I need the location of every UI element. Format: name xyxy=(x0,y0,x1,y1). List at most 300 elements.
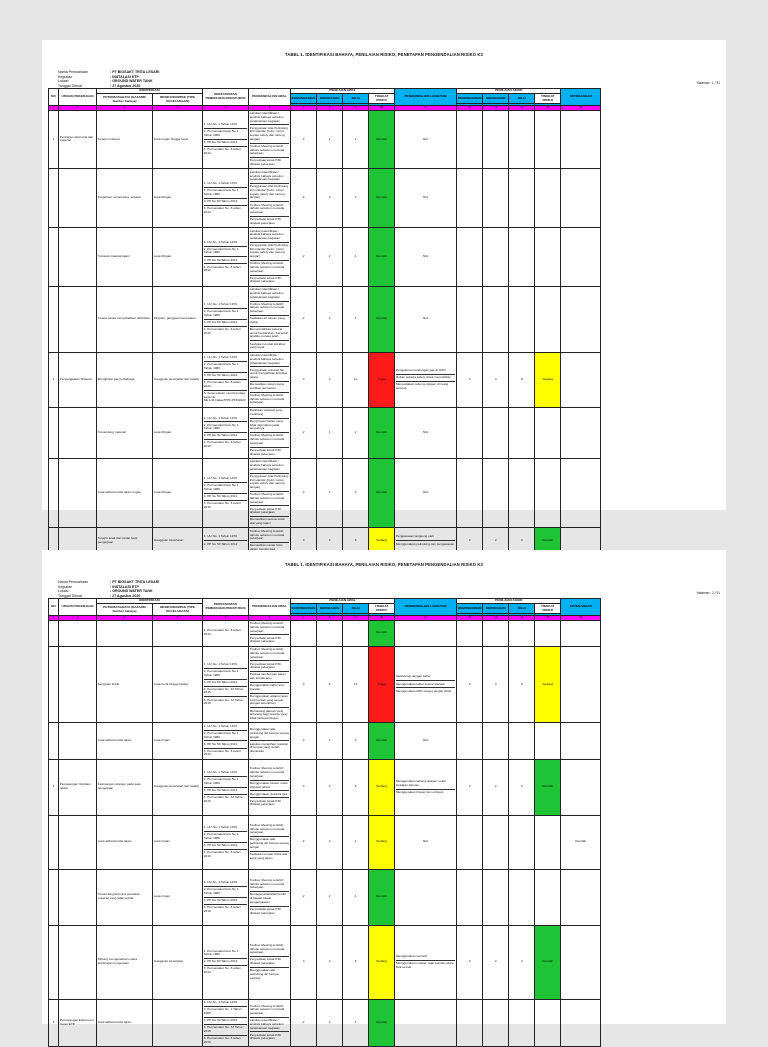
peraturan-item: 4. Permenaker No. 8 tahun 2010 xyxy=(204,380,247,391)
row-peraturan xyxy=(203,925,249,999)
row-pengendalian-lanjutan xyxy=(395,169,457,228)
meta-date: Tanggal Dibuat : 27 Agustus 2020 xyxy=(58,593,141,598)
lanjutan-item: Menggunakan kabel sesuai standar xyxy=(396,681,455,688)
column-number: 10 xyxy=(369,615,395,620)
row-kemungkinan xyxy=(291,620,317,646)
row-pengendalian-awal xyxy=(249,925,291,999)
column-number: 11 xyxy=(395,105,457,110)
lanjutan-item xyxy=(396,1022,455,1024)
row-pengendalian-awal xyxy=(249,458,291,528)
header-nilai: NILAI xyxy=(343,604,369,613)
row-pengendalian-awal xyxy=(249,869,291,925)
pengendalian-item: Menggunakan alat pelindung diri berupa sarung tangan xyxy=(250,727,289,741)
column-number: 14 xyxy=(509,105,535,110)
row-pengendalian-awal xyxy=(249,646,291,723)
pengendalian-item: Toolbox Meeting terlebih dahulu sebelum memulai pekerjaan xyxy=(250,1003,289,1017)
row-keparahan-akhir xyxy=(483,458,509,528)
table-row xyxy=(49,228,601,287)
row-keterangan xyxy=(561,999,601,1046)
row-peraturan xyxy=(203,815,249,869)
row-tingkat-risiko: Rendah xyxy=(369,169,395,228)
row-tingkat-risiko: Rendah xyxy=(369,999,395,1046)
row-pengendalian-awal xyxy=(249,286,291,352)
row-peraturan xyxy=(203,458,249,528)
row-nilai: 4 xyxy=(343,815,369,869)
pengendalian-item: Toolbox Meeting terlebih dahulu sebelum memulai pekerjaan xyxy=(250,621,289,635)
pengendalian-item: Penyediaan kotak P3K dilokasi pekerjaan xyxy=(249,798,282,807)
header-potensi: POTENSI BAHAYA (HAZARD/ Sumber bahaya) xyxy=(97,604,153,615)
pengendalian-item: Penyediaan kotak P3K dilokasi pekerjaan xyxy=(250,506,289,517)
row-pengendalian-awal xyxy=(249,759,291,815)
meta-company: Nama Perusahaan : PT BIOSAKT TRITA LESARI xyxy=(58,580,160,584)
pengendalian-item: Lakukan identifikasi / analisis bahaya sebelum pelaksanaan kegiatan xyxy=(250,287,289,301)
pengendalian-item: Memastikan semua stock alat yang tajam xyxy=(249,517,285,526)
row-dampak: Gangguan kesehatan dan fatality xyxy=(153,352,203,407)
header-pengendalian-awal: PENGENDALIAN AWAL xyxy=(249,89,291,106)
peraturan-item: 4. Permenaker No. 8 tahun 2010 xyxy=(203,147,241,155)
row-pengendalian-lanjutan xyxy=(395,407,457,458)
pengendalian-item: Penyediaan kotak P3K dilokasi pekerjaan xyxy=(249,158,282,166)
row-nilai-akhir: 4 xyxy=(509,759,535,815)
row-number: 1 xyxy=(49,110,59,169)
row-peraturan xyxy=(203,646,249,723)
document-page-1 xyxy=(42,40,726,548)
column-number: 13 xyxy=(483,615,509,620)
header-peraturan: PERSYARATAN PEMENUHAN PERATURAN xyxy=(203,599,249,616)
row-keparahan: 2 xyxy=(317,723,343,760)
table-row xyxy=(49,759,601,815)
pengendalian-item: Penyediaan kotak P3K dilokasi pekerjaan xyxy=(249,275,282,284)
column-number: 10 xyxy=(369,105,395,110)
row-uraian: Pemasangan Ventilasi udara xyxy=(59,759,97,815)
peraturan-item: 3. Permenaker No. 8 tahun 2010 xyxy=(203,966,241,975)
row-keparahan-akhir: 2 xyxy=(483,925,509,999)
row-keparahan: 2 xyxy=(317,999,343,1046)
row-uraian xyxy=(59,620,97,646)
row-tingkat-risiko: Rendah xyxy=(369,458,395,528)
peraturan-item: 1. UU No. 1 Tahun 1970 xyxy=(204,880,247,887)
header-identifikasi: IDENTIFIKASI xyxy=(97,89,203,94)
column-number: 4 xyxy=(153,105,203,110)
pengendalian-item: Penyediaan kotak P3K dilokasi pekerjaan xyxy=(250,957,289,968)
table-row xyxy=(49,723,601,760)
header-penilaian-akhir: PENILAIAN AKHIR xyxy=(457,89,561,94)
row-keparahan: 4 xyxy=(317,646,343,723)
peraturan-item: 3. PP No 50 Tahun 2012 xyxy=(204,1018,247,1025)
row-nilai-akhir xyxy=(509,999,535,1046)
peraturan-item: 5. Permenaker No. 8 tahun 2010 xyxy=(203,1035,241,1044)
column-number: 3 xyxy=(97,615,153,620)
peraturan-item: 2. Permenakertrans No 1 Tahun 1980 xyxy=(204,362,247,373)
row-tingkat-risiko: Tinggi xyxy=(369,646,395,723)
peraturan-item: 1. UU No. 1 Tahun 1970 xyxy=(204,240,247,247)
column-number: 2 xyxy=(59,105,97,110)
peraturan-item: 2. Permenakertrans No 1 Tahun 1980 xyxy=(204,887,247,898)
row-potensi: Luka akibat benda tajam xyxy=(97,815,153,869)
row-pengendalian-awal xyxy=(249,999,291,1046)
row-dampak: Gangguan kesehatan dan fatality xyxy=(153,759,203,815)
row-tingkat-risiko-akhir xyxy=(535,286,561,352)
peraturan-item: 1. UU No. 1 Tahun 1970 xyxy=(204,770,247,777)
header-pengendalian-lanjutan: PENGENDALIAN LANJUTAN xyxy=(395,89,457,106)
column-number: 2 xyxy=(59,615,97,620)
row-nilai-akhir: 8 xyxy=(509,646,535,723)
pengendalian-item: Penyediaan kotak P3K dilokasi pekerjaan xyxy=(250,661,289,672)
row-uraian: Pemasangan Equipment mesin ETP xyxy=(59,999,97,1046)
peraturan-item: 3. PP No 50 Tahun 2012 xyxy=(204,373,247,380)
peraturan-item: 4. Permenaker No. 33 Tahun 2015 xyxy=(203,794,244,803)
lanjutan-item: N/A xyxy=(423,136,429,141)
table-row xyxy=(49,925,601,999)
peraturan-item: 3. PP No 50 Tahun 2012 xyxy=(204,898,247,905)
document-title: TABEL 1. IDENTIFIKASI BAHAYA, PENILAIAN RISIKO, PENETAPAN PENGENDALIAN RISIKO K3 xyxy=(285,562,483,567)
row-number xyxy=(49,723,59,760)
column-number: 8 xyxy=(317,105,343,110)
row-number xyxy=(49,815,59,869)
row-pengendalian-lanjutan xyxy=(395,286,457,352)
column-number: 16 xyxy=(561,615,601,620)
row-tingkat-risiko: Rendah xyxy=(369,407,395,458)
document-meta xyxy=(58,580,159,598)
pengendalian-item: Sediakan tempat istirahat yang layak xyxy=(249,341,285,350)
row-tingkat-risiko: Tinggi xyxy=(369,352,395,407)
row-keparahan-akhir xyxy=(483,228,509,287)
row-tingkat-risiko-akhir xyxy=(535,999,561,1046)
row-tingkat-risiko: Rendah xyxy=(369,228,395,287)
row-peraturan xyxy=(203,110,249,169)
pengendalian-item: Lakukan identifikasi / analisis bahaya sebelum pelaksanaan kegiatan xyxy=(250,1018,289,1032)
row-uraian xyxy=(59,228,97,287)
row-tingkat-risiko: Rendah xyxy=(369,620,395,646)
row-potensi: Luka akibat benda tajam xyxy=(97,723,153,760)
row-pengendalian-lanjutan xyxy=(395,815,457,869)
row-potensi: Cuaca panas menyebabkan dehidrasi xyxy=(97,286,153,352)
row-keparahan-akhir xyxy=(483,869,509,925)
column-number: 5 xyxy=(203,105,249,110)
table-row xyxy=(49,169,601,228)
row-nilai-akhir: 8 xyxy=(509,352,535,407)
meta-date: Tanggal Dibuat : 27 Agustus 2020 xyxy=(58,83,141,88)
meta-location: Lokasi : GROUND WATER TANK xyxy=(58,589,153,594)
peraturan-item: 1. UU No. 1 Tahun 1970 xyxy=(204,415,247,422)
row-keparahan: 2 xyxy=(317,458,343,528)
row-uraian xyxy=(59,869,97,925)
pengendalian-item: Toolbox Meeting terlebih dahulu sebelum memulai pekerjaan xyxy=(250,261,289,275)
column-number: 11 xyxy=(395,615,457,620)
column-number: 9 xyxy=(343,615,369,620)
row-keparahan: 2 xyxy=(317,228,343,287)
peraturan-item: 3. PP No 50 Tahun 2012 xyxy=(204,680,247,687)
row-tingkat-risiko: Sedang xyxy=(369,528,395,554)
row-keparahan: 2 xyxy=(317,759,343,815)
peraturan-item: 2. Permenakertrans No 1 Tahun 1980 xyxy=(204,129,247,140)
row-keparahan: 2 xyxy=(317,869,343,925)
row-pengendalian-lanjutan xyxy=(395,110,457,169)
row-tingkat-risiko: Rendah xyxy=(369,110,395,169)
peraturan-item: 1. UU No. 1 Tahun 1970 xyxy=(204,1000,247,1007)
row-number xyxy=(49,407,59,458)
pengendalian-item: Toolbox Meeting terlebih dahulu sebelum memulai pekerjaan xyxy=(249,392,285,405)
peraturan-item: 4. Permenaker No. 8 tahun 2010 xyxy=(203,500,241,509)
row-dampak: Luka Ringan xyxy=(153,228,203,287)
row-dampak: Gangguan kesehatan xyxy=(153,528,203,554)
row-nilai-akhir xyxy=(509,228,535,287)
row-number xyxy=(49,458,59,528)
pengendalian-item: Menggunakan alat pelindung diri berupa sarung tangan xyxy=(250,837,289,851)
pengendalian-item: Menggunakan adaptor atau stop kontak yang sesuai dengan kebutuhan xyxy=(250,694,289,708)
peraturan-item: 4. Permenaker No. 8 tahun 2010 xyxy=(203,440,241,449)
peraturan-item: 2. Permenakertrans No 1 Tahun 1980 xyxy=(204,309,247,320)
row-potensi xyxy=(97,620,153,646)
pengendalian-item: Lakukan identifikasi / analisis bahaya sebelum pelaksanaan kegiatan xyxy=(250,459,289,473)
row-dampak: Luka ringan xyxy=(153,869,203,925)
peraturan-item: 1. UU No. 1 Tahun 1970 xyxy=(204,122,247,129)
row-nilai: 12 xyxy=(343,646,369,723)
row-keterangan xyxy=(561,620,601,646)
row-keparahan-akhir xyxy=(483,815,509,869)
row-nilai-akhir xyxy=(509,620,535,646)
row-kemungkinan-akhir xyxy=(457,620,483,646)
peraturan-item: 3. PP No 50 Tahun 2012 xyxy=(204,257,247,264)
row-potensi: Tersandung/tertimpa peralatan material yang tidak tertata xyxy=(97,869,153,925)
table-row xyxy=(49,458,601,528)
header-keterangan: KETERANGAN xyxy=(561,599,601,616)
row-dampak: Gangguan kesehatan xyxy=(153,925,203,999)
row-keterangan xyxy=(561,110,601,169)
column-number: 6 xyxy=(249,105,291,110)
pengendalian-item: Toolbox Meeting terlebih dahulu sebelum memulai pekerjaan xyxy=(250,647,289,661)
pengendalian-item: Penyediaan kotak P3K dilokasi pekerjaan xyxy=(249,1032,282,1041)
pengendalian-item: Memastikan rantai hoist xyxy=(249,543,283,548)
peraturan-item: 4. Permenaker No. 8 tahun 2010 xyxy=(203,628,241,637)
peraturan-item: 1. UU No. 1 Tahun 1970 xyxy=(204,476,247,483)
peraturan-item: 4. Permenaker No. 8 tahun 2010 xyxy=(203,748,241,757)
header-nilai-akhir: NILAI xyxy=(509,94,535,103)
row-peraturan xyxy=(203,169,249,228)
row-kemungkinan-akhir xyxy=(457,815,483,869)
header-kemungkinan-akhir: KEMUNGKINAN xyxy=(457,604,483,613)
row-keparahan-akhir xyxy=(483,110,509,169)
row-keparahan: 2 xyxy=(317,286,343,352)
lanjutan-item: Menyediakan tabung oksigen di ruang tertutup xyxy=(395,381,449,390)
pengendalian-item: Menggunakan alat pelindung diri berupa earplug xyxy=(249,968,279,980)
header-keparahan: KEPARAHAN xyxy=(317,94,343,103)
table-row xyxy=(49,352,601,407)
peraturan-item: 2. Permenakertrans No 1 Tahun 1980 xyxy=(204,483,247,494)
row-pengendalian-lanjutan xyxy=(395,620,457,646)
row-peraturan xyxy=(203,620,249,646)
pengendalian-item: Lakukan identifikasi / analisis bahaya sebelum pelaksanaan kegiatan xyxy=(250,353,289,367)
row-nilai: 4 xyxy=(343,458,369,528)
row-potensi: Terjepit anak dan rantai hoist pengerjaan xyxy=(97,528,153,554)
row-number: 4 xyxy=(49,999,59,1046)
row-uraian xyxy=(59,815,97,869)
row-peraturan xyxy=(203,407,249,458)
row-uraian xyxy=(59,925,97,999)
lanjutan-item: N/A xyxy=(423,738,429,743)
row-nilai-akhir xyxy=(509,815,535,869)
row-kemungkinan: 3 xyxy=(291,925,317,999)
row-keterangan xyxy=(561,869,601,925)
pengendalian-item: Toolbox Meeting terlebih dahulu sebelum memulai pekerjaan xyxy=(250,302,289,316)
lanjutan-item: N/A xyxy=(423,490,429,495)
row-pengendalian-awal xyxy=(249,815,291,869)
document-meta xyxy=(58,70,159,88)
column-number: 4 xyxy=(153,615,203,620)
row-tingkat-risiko-akhir: Sedang xyxy=(535,352,561,407)
peraturan-item: 2. Permenaker No. 1 Tahun 1980 xyxy=(204,1007,247,1018)
lanjutan-item: Ijinkan pekerja safety untuk memastikan xyxy=(396,375,455,382)
row-pengendalian-awal xyxy=(249,228,291,287)
row-peraturan xyxy=(203,352,249,407)
row-keterangan xyxy=(561,759,601,815)
row-kemungkinan-akhir xyxy=(457,228,483,287)
pengendalian-item: Toolbox Meeting terlebih dahulu sebelum memulai pekerjaan xyxy=(250,529,289,543)
row-number xyxy=(49,620,59,646)
header-penilaian-awal: PENILAIAN AWAL xyxy=(291,89,395,94)
pengendalian-item: Memastikan sistem kerja ventilasi permanen xyxy=(250,382,289,393)
peraturan-item: 4. Permenaker No. 8 tahun 2010 xyxy=(203,849,241,858)
peraturan-item: 4. Permenaker No. 8 tahun 2010 xyxy=(203,326,241,335)
row-peraturan xyxy=(203,286,249,352)
peraturan-item: 3. PP No 50 Tahun 2012 xyxy=(204,843,247,850)
document-page-2 xyxy=(42,550,726,1044)
lanjutan-item: Menggunakan APD sarung tangan listrik xyxy=(395,688,452,693)
header-pengendalian-awal: PENGENDALIAN AWAL xyxy=(249,599,291,616)
pengendalian-item: Penggunaan Alat Pelindung Diri standar (helm, rompi, sepatu safety dan sarung tangan) xyxy=(250,184,289,202)
column-number: 7 xyxy=(291,105,317,110)
row-number: 2 xyxy=(49,352,59,407)
row-kemungkinan-akhir xyxy=(457,723,483,760)
pengendalian-item: Toolbox Meeting terlebih dahulu sebelum memulai pekerjaan xyxy=(250,823,289,837)
row-keterangan xyxy=(561,646,601,723)
row-nilai-akhir xyxy=(509,286,535,352)
peraturan-item: 2. Permenakertrans No 1 Tahun 1980 xyxy=(204,669,247,680)
pengendalian-item: Penyediaan kotak P3K dilokasi pekerjaan xyxy=(249,447,282,456)
row-number: 3 xyxy=(49,759,59,815)
row-kemungkinan-akhir xyxy=(457,169,483,228)
row-nilai-akhir xyxy=(509,458,535,528)
meta-activity: Kegiatan : INSTALASI ETP xyxy=(58,584,139,589)
header-kemungkinan: KEMUNGKINAN xyxy=(291,94,317,103)
header-keparahan-akhir: KEPARAHAN xyxy=(483,94,509,103)
row-potensi: Terjepit material xyxy=(97,110,153,169)
header-potensi: POTENSI BAHAYA (HAZARD/ Sumber bahaya) xyxy=(97,94,153,105)
column-number: 7 xyxy=(291,615,317,620)
row-number xyxy=(49,228,59,287)
row-potensi: Tersandung material xyxy=(97,407,153,458)
row-pengendalian-lanjutan xyxy=(395,228,457,287)
peraturan-item: 5. Surat edaran mentri tenaga kerja No. SE.1/11.Naker/PPK.PPK/2020 xyxy=(203,390,246,403)
pengendalian-item: Toolbox Meeting terlebih dahulu sebelum memulai pekerjaan xyxy=(250,492,289,506)
row-keparahan: 1 xyxy=(317,407,343,458)
row-number xyxy=(49,646,59,723)
pengendalian-item: Penggunaan Alat Pelindung Diri standar (helm, rompi, sepatu safety dan sarung tangan) xyxy=(250,125,289,143)
lanjutan-item: N/A xyxy=(423,316,429,321)
row-dampak: Luka Ringan xyxy=(153,169,203,228)
row-kemungkinan: 2 xyxy=(291,815,317,869)
row-kemungkinan-akhir: 2 xyxy=(457,925,483,999)
row-pengendalian-awal xyxy=(249,407,291,458)
peraturan-item: 2. Permenakertrans No 1 Tahun 1980 xyxy=(204,188,247,199)
meta-activity: Kegiatan : INSTALASI ETP xyxy=(58,74,139,79)
row-pengendalian-lanjutan xyxy=(395,925,457,999)
pengendalian-item: Penyediaan kotak P3K dilokasi pekerjaan xyxy=(249,217,282,225)
peraturan-item: 4. Permenaker No. 8 tahun 2010 xyxy=(203,904,241,913)
row-tingkat-risiko-akhir xyxy=(535,620,561,646)
row-keparahan-akhir xyxy=(483,723,509,760)
column-number: 9 xyxy=(343,105,369,110)
row-keparahan-akhir: 4 xyxy=(483,646,509,723)
pengendalian-item: Penyediaan kotak P3K dilokasi pekerjaan xyxy=(249,906,282,915)
row-nilai-akhir: 4 xyxy=(509,528,535,554)
row-peraturan xyxy=(203,759,249,815)
row-tingkat-risiko: Rendah xyxy=(369,869,395,925)
row-nilai: 6 xyxy=(343,528,369,554)
row-kemungkinan: 2 xyxy=(291,286,317,352)
meta-location: Lokasi : GROUND WATER TANK xyxy=(58,79,153,84)
peraturan-item: 1. UU No. 1 Tahun 1970 xyxy=(204,825,247,832)
peraturan-item: 2. Permenakertrans No 1 Tahun 1980 xyxy=(204,422,247,433)
peraturan-item: 2. Permenakertrans No 1 Tahun 1980 xyxy=(204,832,247,843)
row-keparahan-akhir: 2 xyxy=(483,528,509,554)
peraturan-item: 1. UU No. 1 Tahun 1970 xyxy=(204,534,247,541)
peraturan-item: 2. Permenakertrans No 1 Tahun 1980 xyxy=(204,777,247,788)
row-potensi: Tertusuk material tajam xyxy=(97,228,153,287)
row-keparahan: 2 xyxy=(317,169,343,228)
table-row xyxy=(49,286,601,352)
row-pengendalian-lanjutan xyxy=(395,352,457,407)
peraturan-item: 2. Permenakertrans No 1 Tahun 1980 xyxy=(204,247,247,258)
pengendalian-item: Sediakan air minum yang cukup xyxy=(250,316,289,327)
row-pengendalian-awal xyxy=(249,620,291,646)
pengendalian-item: Toolbox Meeting terlebih dahulu sebelum memulai pekerjaan xyxy=(250,943,289,957)
lanjutan-item: N/A xyxy=(423,195,429,200)
row-number xyxy=(49,869,59,925)
peraturan-item: 3. PP No 50 Tahun 2012 xyxy=(204,433,247,440)
table-row xyxy=(49,407,601,458)
row-dampak xyxy=(153,999,203,1046)
header-tingkat: TINGKAT RISIKO xyxy=(369,94,395,103)
row-uraian xyxy=(59,458,97,528)
row-tingkat-risiko-akhir xyxy=(535,110,561,169)
row-pengendalian-lanjutan xyxy=(395,723,457,760)
row-kemungkinan: 2 xyxy=(291,110,317,169)
peraturan-item: 3. PP No 50 Tahun 2012 xyxy=(204,140,247,147)
header-kemungkinan-akhir: KEMUNGKINAN xyxy=(457,94,483,103)
row-keparahan-akhir xyxy=(483,169,509,228)
peraturan-item: 4. Permenaker No. 33 Tahun 2015 xyxy=(204,1025,247,1036)
row-number xyxy=(49,169,59,228)
row-dampak: Luka Ringan xyxy=(153,458,203,528)
peraturan-item: 3. PP No 50 Tahun 2012 xyxy=(204,494,247,501)
lanjutan-item: Pengukuran kandungan gas di GWT xyxy=(396,368,455,375)
pengendalian-item: Menyimpan bahan yang tidak digunakan pada tempatnya xyxy=(250,419,289,433)
row-peraturan xyxy=(203,228,249,287)
header-peraturan: PERSYARATAN PEMENUHAN PERATURAN xyxy=(203,89,249,106)
pengendalian-item: Toolbox Meeting terlebih dahulu sebelum memulai pekerjaan xyxy=(250,202,289,216)
pengendalian-item: Menggunakan detektor gas xyxy=(250,791,289,798)
row-number xyxy=(49,286,59,352)
table-row xyxy=(49,869,601,925)
peraturan-item: 3. PP No 50 Tahun 2012 xyxy=(204,741,247,748)
document-title: TABEL 1. IDENTIFIKASI BAHAYA, PENILAIAN RISIKO, PENETAPAN PENGENDALIAN RISIKO K3 xyxy=(285,52,483,57)
lanjutan-item: Menggunakan tabung oksigen untuk keadaan darurat xyxy=(396,779,455,790)
column-number: 1 xyxy=(49,615,59,620)
row-pengendalian-lanjutan xyxy=(395,869,457,925)
lanjutan-item: Menggunakan blower dan exhaust xyxy=(395,789,444,794)
row-dampak xyxy=(153,620,203,646)
